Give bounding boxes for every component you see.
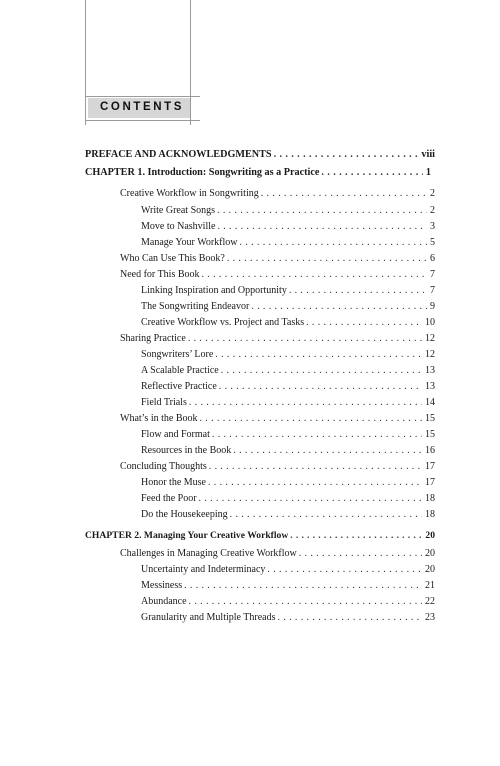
toc-entry-page: 7: [430, 269, 435, 280]
crop-mark-right: [190, 0, 191, 125]
dot-leader: [290, 530, 422, 542]
toc-entry-page: 17: [425, 461, 435, 472]
dot-leader: [289, 285, 427, 297]
toc-entry-title: Challenges in Managing Creative Workflow: [120, 548, 297, 559]
toc-entry[interactable]: [120, 188, 435, 200]
toc-entry-title: Need for This Book: [120, 269, 200, 280]
toc-entry-page: 14: [425, 397, 435, 408]
toc-entry[interactable]: [120, 333, 435, 345]
dot-leader: [227, 253, 427, 265]
dot-leader: [261, 188, 427, 200]
toc-entry[interactable]: [141, 301, 435, 313]
toc-entry-title: Write Great Songs: [141, 205, 216, 216]
dot-leader: [189, 596, 422, 608]
dot-leader: [208, 477, 422, 489]
toc-entry-title: Reflective Practice: [141, 381, 217, 392]
dot-leader: [251, 301, 427, 313]
toc-entry[interactable]: [120, 269, 435, 281]
dot-leader: [221, 365, 422, 377]
toc-entry[interactable]: [141, 445, 435, 457]
toc-entry-title: Granularity and Multiple Threads: [141, 612, 276, 623]
toc-entry-title: Linking Inspiration and Opportunity: [141, 285, 287, 296]
dot-leader: [240, 237, 427, 249]
toc-entry[interactable]: [120, 548, 435, 560]
toc-entry-page: viii: [421, 149, 435, 160]
toc-entry-title: The Songwriting Endeavor: [141, 301, 250, 312]
dot-leader: [200, 413, 423, 425]
toc-entry-title: Do the Housekeeping: [141, 509, 228, 520]
toc-entry[interactable]: [120, 253, 435, 265]
dot-leader: [233, 445, 422, 457]
toc-entry-page: 7: [430, 285, 435, 296]
toc-entry[interactable]: [141, 237, 435, 249]
dot-leader: [274, 149, 419, 161]
dot-leader: [212, 429, 422, 441]
crop-mark-top: [85, 96, 200, 97]
toc-entry-page: 20: [425, 530, 435, 541]
toc-entry-title: Abundance: [141, 596, 187, 607]
toc-entry-title: Songwriters’ Lore: [141, 349, 214, 360]
toc-entry-page: 1: [425, 167, 431, 178]
toc-entry[interactable]: [141, 596, 435, 608]
page-title: CONTENTS: [100, 101, 185, 113]
dot-leader: [306, 317, 422, 329]
toc-entry-title: Messiness: [141, 580, 183, 591]
toc-entry-page: 13: [425, 381, 435, 392]
dot-leader: [184, 580, 422, 592]
toc-entry-page: 2: [430, 205, 435, 216]
toc-entry-title: Creative Workflow in Songwriting: [120, 188, 259, 199]
toc-entry-page: 5: [430, 237, 435, 248]
toc-entry-page: 3: [430, 221, 435, 232]
toc-entry-title: Field Trials: [141, 397, 187, 408]
toc-entry[interactable]: [141, 221, 435, 233]
toc-entry-title: Feed the Poor: [141, 493, 197, 504]
toc-entry-page: 9: [430, 301, 435, 312]
toc-entry-page: 10: [425, 317, 435, 328]
crop-mark-left: [85, 0, 86, 125]
toc-entry-title: What’s in the Book: [120, 413, 198, 424]
toc-entry-title: Resources in the Book: [141, 445, 232, 456]
dot-leader: [230, 509, 422, 521]
toc-entry-title: Move to Nashville: [141, 221, 216, 232]
dot-leader: [209, 461, 422, 473]
toc-entry-page: 18: [425, 493, 435, 504]
toc-entry-title: Sharing Practice: [120, 333, 186, 344]
toc-entry-title: Manage Your Workflow: [141, 237, 238, 248]
toc-entry-page: 20: [425, 564, 435, 575]
toc-entry-page: 16: [425, 445, 435, 456]
toc-entry[interactable]: [141, 509, 435, 521]
dot-leader: [188, 333, 422, 345]
toc-entry-page: 20: [425, 548, 435, 559]
toc-entry-page: 23: [425, 612, 435, 623]
toc-entry-page: 15: [425, 413, 435, 424]
toc-entry[interactable]: [141, 564, 435, 576]
toc-entry-title: CHAPTER 2. Managing Your Creative Workflow: [85, 530, 289, 541]
toc-entry-title: Honor the Muse: [141, 477, 206, 488]
toc-entry[interactable]: [141, 397, 435, 409]
toc-entry[interactable]: [141, 612, 435, 624]
toc-entry[interactable]: [85, 530, 435, 542]
toc-entry-title: A Scalable Practice: [141, 365, 219, 376]
dot-leader: [189, 397, 422, 409]
toc-entry[interactable]: [141, 477, 435, 489]
toc-entry-page: 17: [425, 477, 435, 488]
toc-entry-page: 12: [425, 349, 435, 360]
toc-entry-page: 6: [430, 253, 435, 264]
crop-mark-bottom: [85, 120, 200, 121]
toc-entry-title: Uncertainty and Indeterminacy: [141, 564, 266, 575]
toc-entry-title: Who Can Use This Book?: [120, 253, 225, 264]
dot-leader: [299, 548, 422, 560]
toc-entry-page: 22: [425, 596, 435, 607]
toc-entry[interactable]: [141, 493, 435, 505]
toc-entry[interactable]: [141, 580, 435, 592]
toc-entry-page: 21: [425, 580, 435, 591]
toc-entry[interactable]: [141, 205, 435, 217]
toc-entry-title: CHAPTER 1. Introduction: Songwriting as a Practice: [85, 167, 320, 178]
toc-entry[interactable]: [85, 149, 435, 161]
toc-entry[interactable]: [141, 349, 435, 361]
toc-entry-page: 15: [425, 429, 435, 440]
dot-leader: [202, 269, 427, 281]
toc-entry[interactable]: [141, 429, 435, 441]
dot-leader: [219, 381, 422, 393]
toc-entry-page: 13: [425, 365, 435, 376]
toc-entry-page: 12: [425, 333, 435, 344]
toc-entry-title: Concluding Thoughts: [120, 461, 207, 472]
toc-entry-title: PREFACE AND ACKNOWLEDGMENTS: [85, 149, 272, 160]
toc-entry-page: 2: [430, 188, 435, 199]
toc-entry[interactable]: [141, 317, 435, 329]
toc-entry[interactable]: [85, 167, 431, 179]
dot-leader: [217, 221, 427, 233]
toc-entry[interactable]: [141, 381, 435, 393]
toc-entry-page: 18: [425, 509, 435, 520]
dot-leader: [278, 612, 422, 624]
dot-leader: [199, 493, 422, 505]
dot-leader: [321, 167, 423, 179]
toc-entry[interactable]: [120, 413, 435, 425]
toc-entry-title: Creative Workflow vs. Project and Tasks: [141, 317, 305, 328]
toc-entry[interactable]: [141, 365, 435, 377]
dot-leader: [217, 205, 427, 217]
dot-leader: [267, 564, 422, 576]
toc-entry-title: Flow and Format: [141, 429, 210, 440]
toc-entry[interactable]: [141, 285, 435, 297]
dot-leader: [215, 349, 422, 361]
toc-entry[interactable]: [120, 461, 435, 473]
